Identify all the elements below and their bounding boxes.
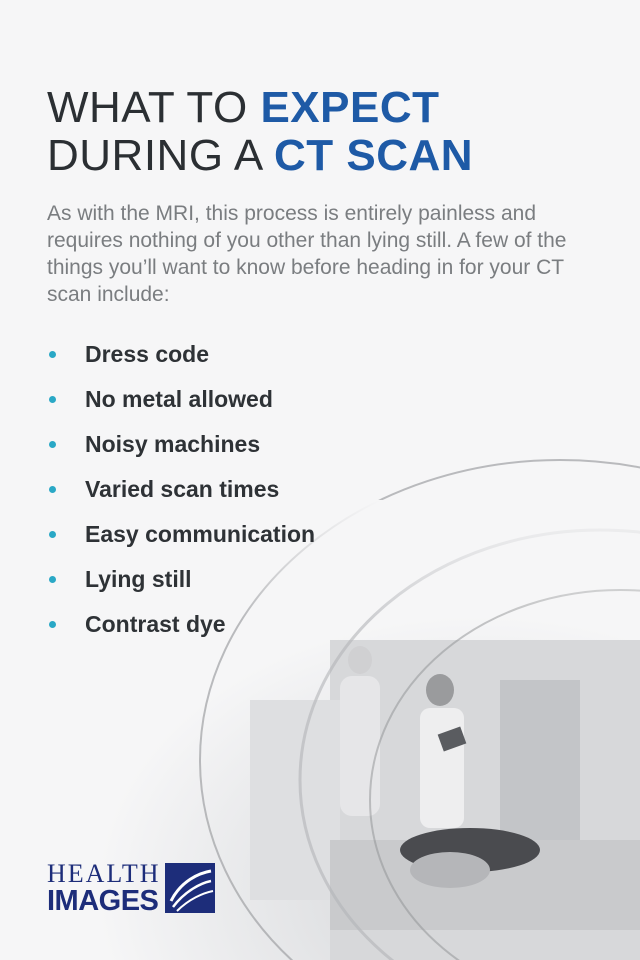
bullet-dot-icon [49, 486, 56, 493]
list-item: Noisy machines [47, 422, 315, 467]
logo-line-health: HEALTH [47, 859, 161, 888]
bullet-dot-icon [49, 531, 56, 538]
list-item: Lying still [47, 557, 315, 602]
bullet-dot-icon [49, 621, 56, 628]
title-accent-1: EXPECT [260, 83, 440, 132]
bullet-dot-icon [49, 351, 56, 358]
health-images-logo [47, 861, 215, 915]
bullet-dot-icon [49, 576, 56, 583]
title-accent-2: CT SCAN [274, 131, 474, 180]
bullet-dot-icon [49, 396, 56, 403]
title-line-2: DURING A CT SCAN [47, 131, 474, 180]
logo-text [47, 861, 161, 915]
bullet-dot-icon [49, 441, 56, 448]
list-item: Varied scan times [47, 467, 315, 512]
list-item: Dress code [47, 332, 315, 377]
bullet-list [47, 332, 315, 647]
list-item: No metal allowed [47, 377, 315, 422]
logo-line-images: IMAGES [47, 885, 159, 917]
title-line-1: WHAT TO EXPECT [47, 83, 440, 132]
swoosh-logo-icon [165, 863, 215, 913]
intro-paragraph: As with the MRI, this process is entirely painless and requires nothing of you other than lying still. A few of the things you’ll want to know before heading in for your CT scan include: [47, 202, 567, 306]
list-item: Easy communication [47, 512, 315, 557]
page-title [47, 84, 473, 180]
list-item: Contrast dye [47, 602, 315, 647]
